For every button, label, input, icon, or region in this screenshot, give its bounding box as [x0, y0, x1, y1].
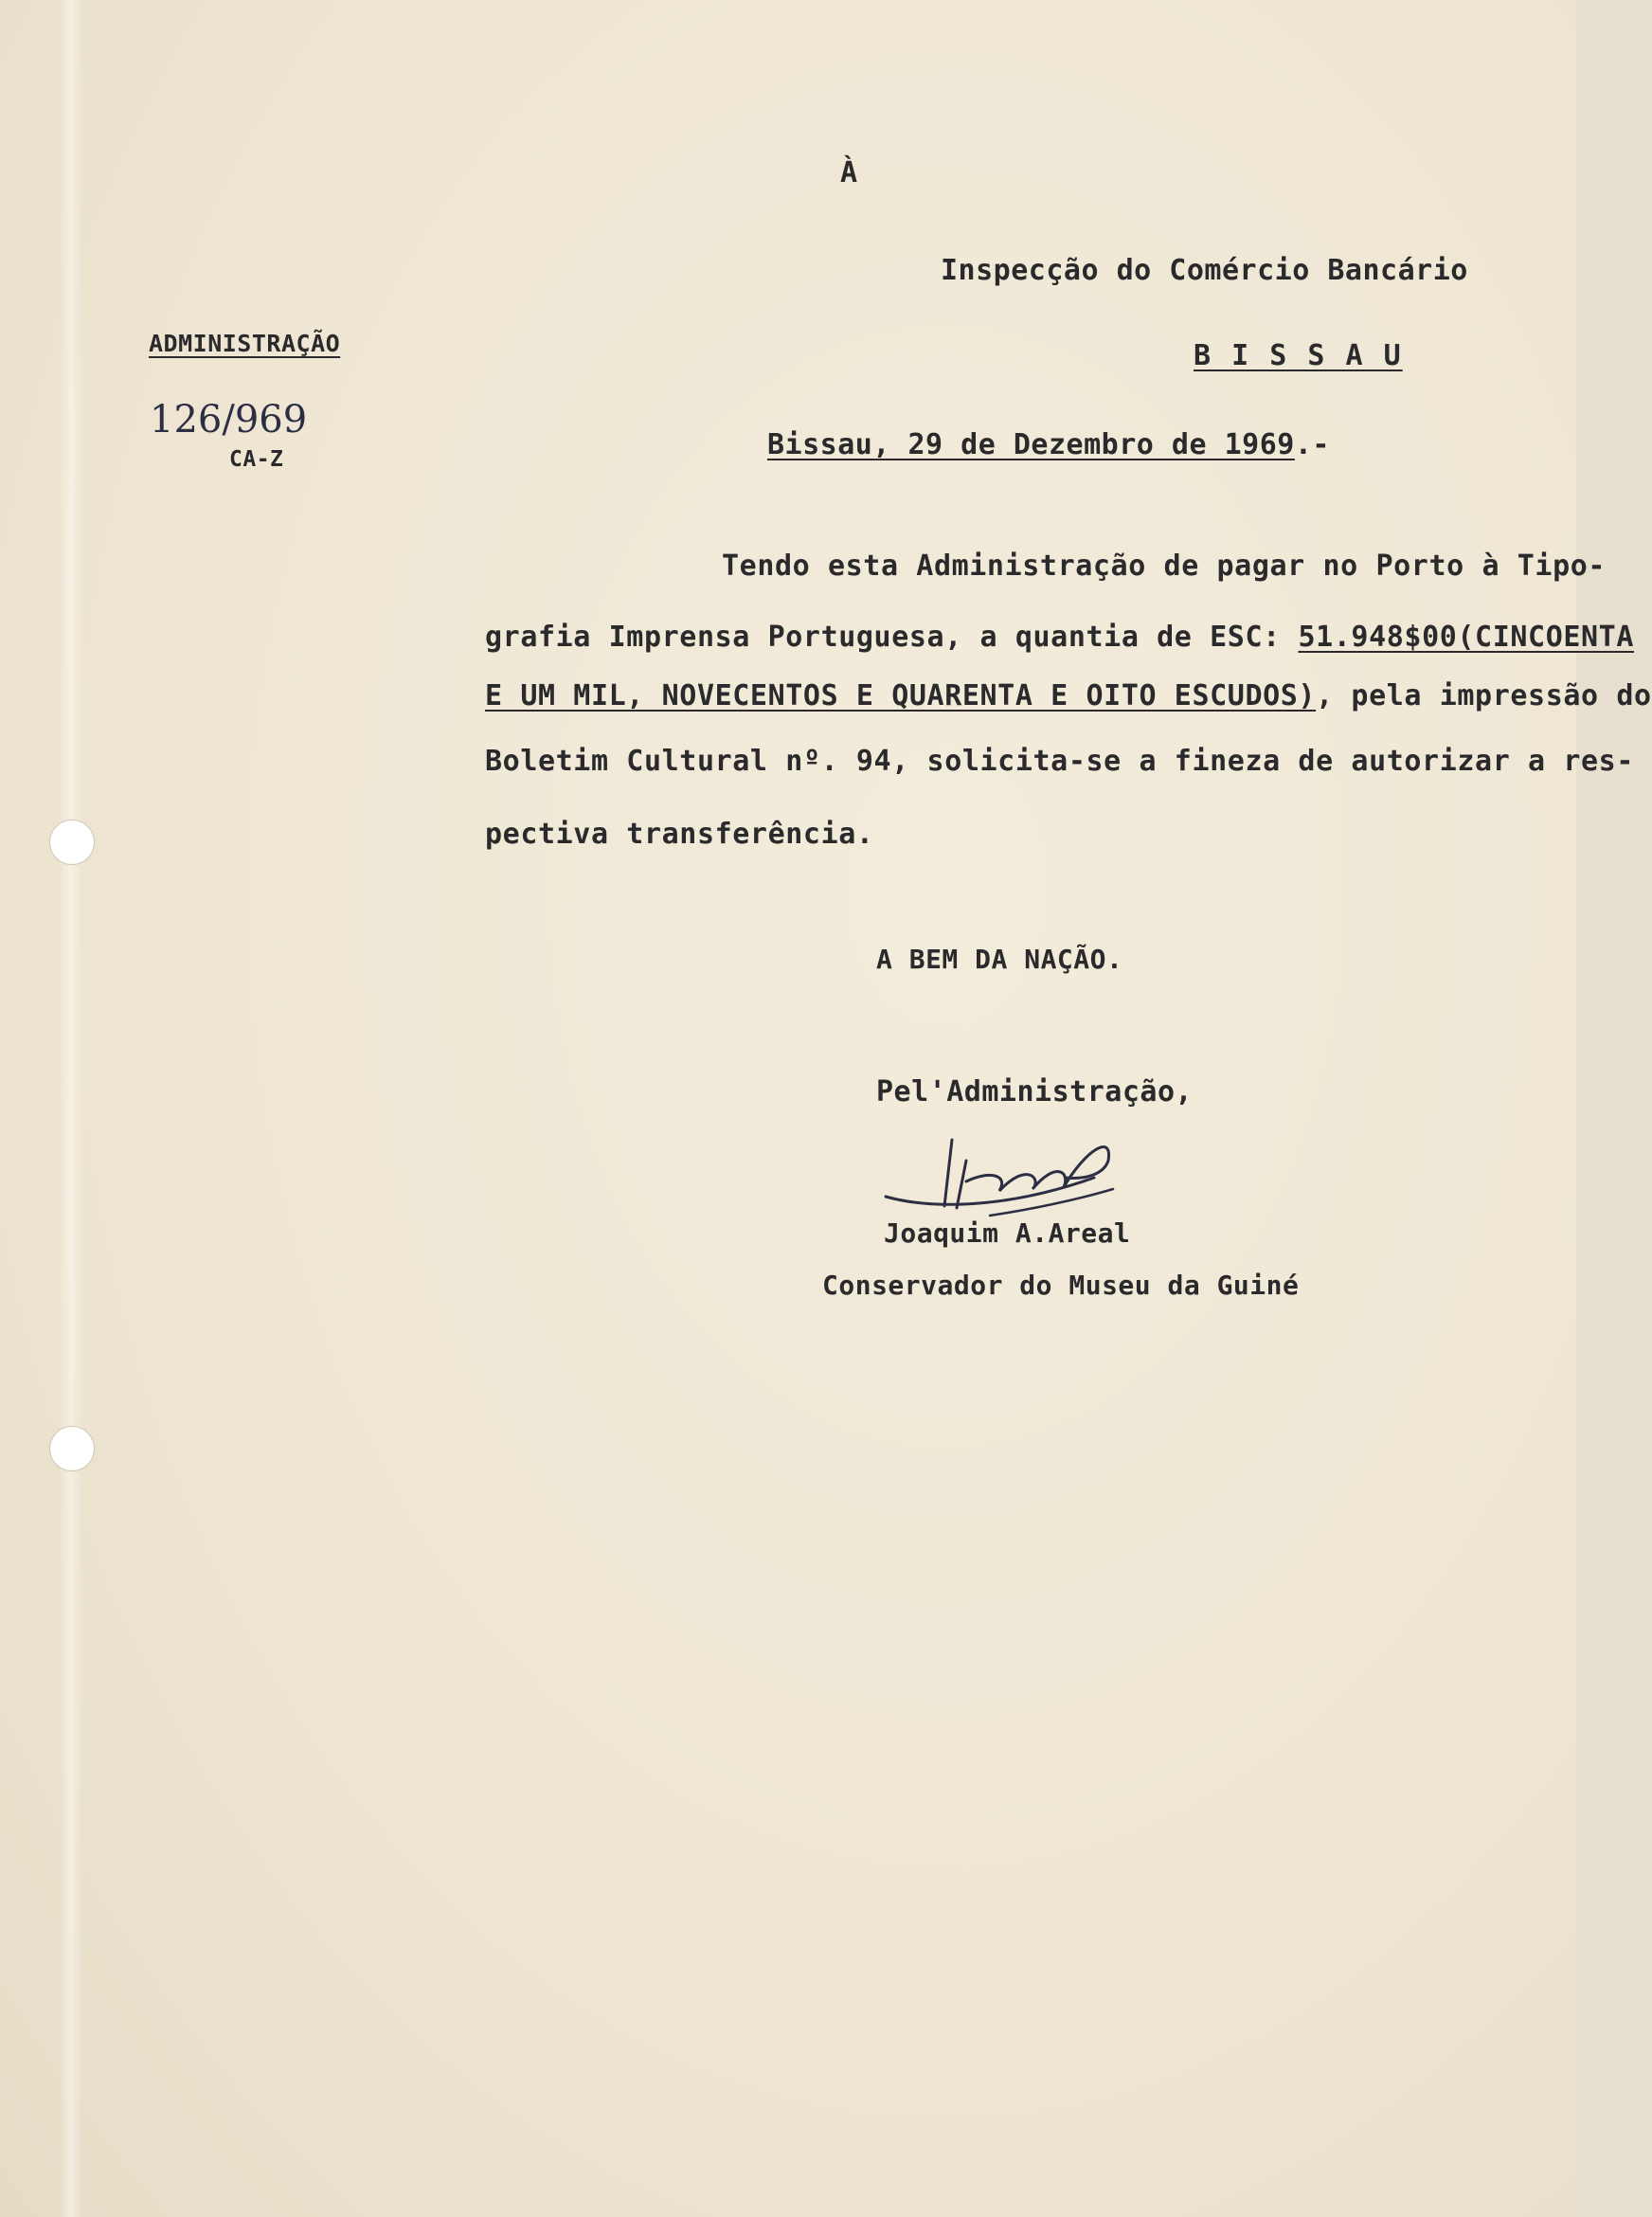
- reference-number: 126/969: [150, 398, 308, 442]
- signer-name: Joaquim A.Areal: [884, 1217, 1131, 1249]
- body-line-4: Boletim Cultural nº. 94, solicita-se a fineza de autorizar a res-: [485, 745, 1634, 778]
- date-text: Bissau, 29 de Dezembro de 1969: [767, 428, 1295, 461]
- amount-figure: 51.948$00(CINCOENTA: [1298, 621, 1635, 654]
- recipient-marker: À: [840, 156, 858, 189]
- body-line-3: [485, 679, 1652, 712]
- signer-title: Conservador do Museu da Guiné: [822, 1270, 1300, 1301]
- body-line-5: pectiva transferência.: [485, 818, 874, 851]
- on-behalf-line: Pel'Administração,: [876, 1075, 1194, 1108]
- paper-fold-shadow: [59, 0, 83, 2217]
- recipient-name: Inspecção do Comércio Bancário: [941, 254, 1468, 287]
- reference-code: CA-Z: [229, 447, 284, 472]
- recipient-city: B I S S A U: [1194, 339, 1403, 372]
- date-line: [767, 428, 1330, 461]
- sender-department: ADMINISTRAÇÃO: [149, 330, 341, 357]
- body-line-2: [485, 621, 1634, 654]
- body-line-2-text: grafia Imprensa Portuguesa, a quantia de ESC:: [485, 621, 1299, 654]
- punch-hole-bottom: [49, 1426, 95, 1471]
- punch-hole-top: [49, 820, 95, 865]
- date-suffix: .-: [1294, 428, 1330, 461]
- handwritten-signature: [876, 1123, 1141, 1227]
- body-line-3-text: , pela impressão do: [1316, 679, 1652, 712]
- salutation: A BEM DA NAÇÃO.: [876, 944, 1123, 975]
- body-line-1: Tendo esta Administração de pagar no Porto à Tipo-: [722, 550, 1607, 583]
- amount-in-words: E UM MIL, NOVECENTOS E QUARENTA E OITO ESCUDOS): [485, 679, 1317, 712]
